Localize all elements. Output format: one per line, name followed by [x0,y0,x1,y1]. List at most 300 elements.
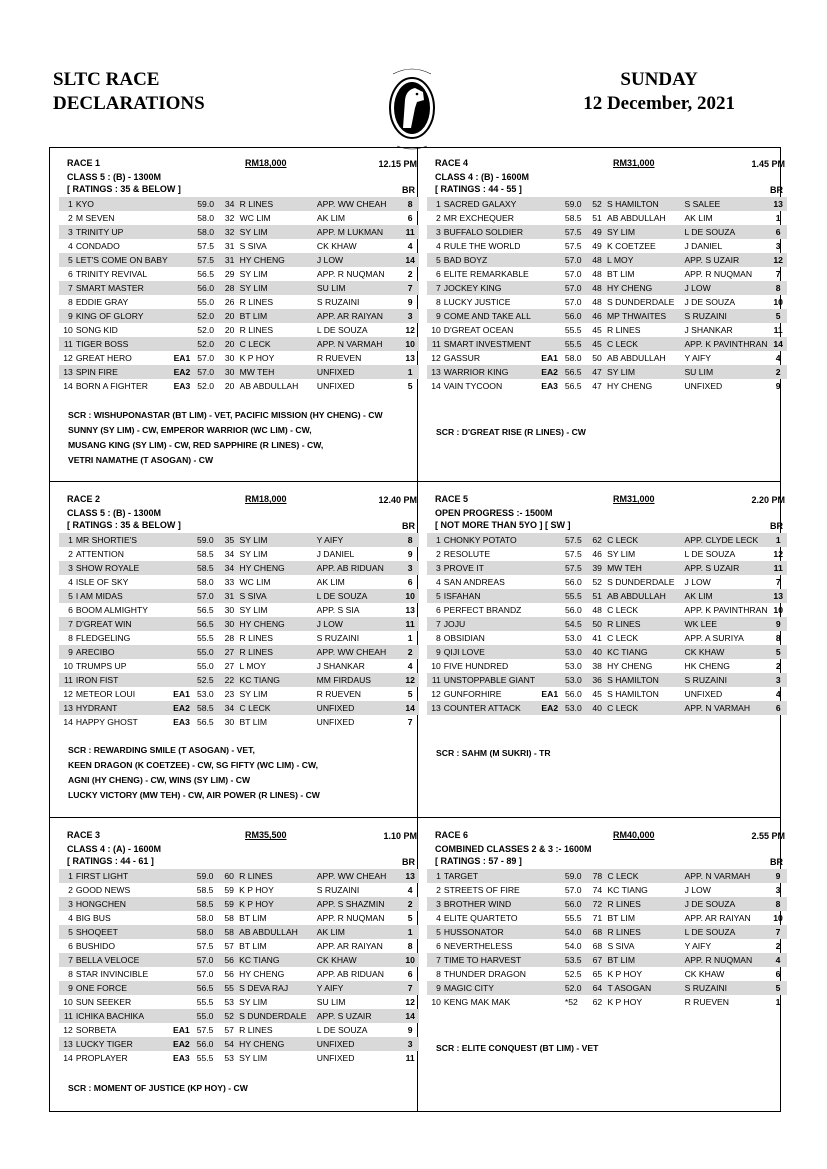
jockey: UNFIXED [684,688,723,699]
trainer: R LINES [607,897,684,911]
emergency-acceptor: EA2 [541,365,565,379]
entry-row [427,939,787,953]
barrier: 8 [775,632,781,643]
barrier: 7 [775,576,781,587]
barrier: 2 [769,365,787,379]
rating: 52 [592,576,602,587]
trainer: SY LIM [607,548,636,559]
barrier: 14 [401,1009,419,1023]
race-panel [430,830,785,1009]
scratching-line: SCR : ELITE CONQUEST (BT LIM) - VET [436,1043,599,1053]
horse-name: IRON FIST [76,673,173,687]
trainer: K P HOY [607,996,643,1007]
jockey: APP. CLYDE LECK [685,533,770,547]
weight: 57.0 [197,365,225,379]
barrier: 7 [401,981,419,995]
rating: 47 [592,380,602,391]
trainer: HY CHENG [607,660,653,671]
emergency-acceptor: EA3 [173,380,191,391]
horse-name: ELITE REMARKABLE [443,268,529,279]
entry-row [59,267,419,281]
horse-name: D'GREAT OCEAN [443,324,514,335]
horse-name: MR EXCHEQUER [443,212,514,223]
trainer: SY LIM [607,365,684,379]
trainer: R LINES [607,324,641,335]
jockey: APP. WW CHEAH [317,645,402,659]
trainer: SY LIM [239,1052,268,1063]
entry-row [59,337,419,351]
jockey: APP. AB RIDUAN [317,561,402,575]
horse-number: 12 [63,352,73,363]
entry-row [59,659,419,673]
horse-name: ISFAHAN [444,589,542,603]
horse-number: 3 [427,225,444,239]
rating: 58 [224,912,234,923]
horse-name: RULE THE WORLD [443,240,521,251]
rating: 62 [592,533,607,547]
horse-number: 11 [59,673,76,687]
weight: 55.5 [564,324,582,335]
entries-table [59,869,419,1065]
entry-row [427,631,787,645]
horse-number: 10 [431,996,441,1007]
trainer: S DUNDERDALE [607,296,675,307]
horse-name: SPIN FIRE [76,365,174,379]
document-title [53,68,205,116]
jockey: S SALEE [684,197,769,211]
jockey: MM FIRDAUS [317,673,402,687]
rating: 78 [593,869,608,883]
entry-row [427,379,787,393]
emergency-acceptor: EA2 [173,1037,197,1051]
entry-row [427,953,787,967]
rating: 49 [592,240,602,251]
horse-number: 1 [59,869,76,883]
trainer: R LINES [239,1024,273,1035]
weight: 56.0 [197,281,225,295]
rating: 41 [592,632,602,643]
barrier: 2 [775,940,781,951]
barrier: 7 [769,925,787,939]
horse-name: JOJU [444,617,542,631]
entry-row [59,631,419,645]
entry-row [427,337,787,351]
barrier: 13 [405,352,415,363]
horse-number: 7 [427,953,444,967]
emergency-acceptor [173,547,197,561]
race-header [430,158,785,172]
horse-name: BORN A FIGHTER [75,380,148,391]
jockey: APP. AR RAIYAN [316,940,383,951]
weight: 57.0 [197,953,225,967]
trainer: K COETZEE [607,240,656,251]
barrier: 5 [769,309,787,323]
trainer: SY LIM [240,225,317,239]
jockey: R RUEVEN [316,352,362,363]
horse-number: 14 [63,716,73,727]
title-line-2: DECLARATIONS [53,93,205,114]
horse-name: ATTENTION [75,548,124,559]
row-divider [50,481,780,482]
trainer: MW TEH [607,561,684,575]
horse-number: 4 [435,240,441,251]
horse-number: 2 [435,548,441,559]
rating: 59 [224,897,239,911]
entry-row [427,925,787,939]
race-header [62,494,417,508]
weight: 56.0 [565,688,582,699]
emergency-acceptor: EA1 [173,688,190,699]
emergency-acceptor [173,981,197,995]
barrier: 7 [775,268,781,279]
race-name: RACE 1 [67,158,101,168]
emergency-acceptor [541,533,565,547]
scratching-line: SCR : MOMENT OF JUSTICE (KP HOY) - CW [68,1083,248,1093]
trainer: AB ABDULLAH [607,589,684,603]
horse-name: CONDADO [75,240,120,251]
weight: 56.5 [197,268,215,279]
emergency-acceptor: EA1 [541,352,558,363]
trainer: HY CHENG [240,253,317,267]
jockey: UNFIXED [316,1052,355,1063]
barrier: 9 [407,548,413,559]
rating: 36 [592,673,607,687]
horse-number: 1 [59,197,76,211]
rating: 68 [592,940,603,951]
entry-row [427,365,787,379]
jockey: APP. S UZAIR [317,1009,401,1023]
emergency-acceptor [541,883,564,897]
horse-number: 4 [68,576,73,587]
weight: 52.0 [565,981,593,995]
jockey: J LOW [317,617,402,631]
weight: 55.0 [197,1009,225,1023]
entries-table [59,533,419,729]
weight: 58.0 [196,576,214,587]
horse-name: HAPPY GHOST [75,716,138,727]
jockey: L DE SOUZA [316,324,368,335]
entry-row [59,617,419,631]
emergency-acceptor [541,953,564,967]
rating: 30 [224,352,235,363]
weight: 58.5 [197,701,225,715]
weight: 55.5 [565,589,592,603]
race-prize: RM35,500 [245,830,287,840]
entry-row [59,253,419,267]
entry-row [427,995,787,1009]
weight: 55.0 [196,660,214,671]
title-line-1: SLTC RACE [53,69,160,90]
race-header [62,158,417,172]
trainer: AB ABDULLAH [607,212,666,223]
horse-number: 6 [68,940,73,951]
race-prize: RM31,000 [613,158,655,168]
horse-name: GASSUR [443,352,481,363]
rating: 31 [224,240,235,251]
weight: 53.0 [565,701,592,715]
entry-row [59,883,419,897]
weight: 58.5 [564,212,582,223]
weight: 53.0 [565,632,582,643]
barrier: 2 [407,268,413,279]
weight: 53.0 [565,645,592,659]
trainer: BT LIM [607,953,684,967]
entry-row [59,715,419,729]
entry-row [59,953,419,967]
scratching-line: MUSANG KING (SY LIM) - CW, RED SAPPHIRE (R LINES) - CW, [68,440,324,450]
trainer: SY LIM [240,533,317,547]
trainer: SY LIM [239,548,268,559]
race-time: 2.55 PM [751,831,785,841]
barrier: 9 [775,380,781,391]
race-prize: RM31,000 [613,494,655,504]
horse-name: SHOQEET [76,925,173,939]
horse-number: 6 [435,604,441,615]
race-time: 1.45 PM [751,159,785,169]
barrier: 8 [769,281,787,295]
emergency-acceptor [541,225,565,239]
entry-row [427,659,787,673]
emergency-acceptor [541,673,565,687]
entry-row [59,897,419,911]
trainer: MP THWAITES [607,309,684,323]
rating: 57 [224,940,234,951]
entry-row [59,967,419,981]
jockey: APP. R NUQMAN [685,953,770,967]
weight: 57.0 [196,968,214,979]
trainer: K P HOY [239,352,275,363]
horse-number: 8 [68,632,73,643]
weight: 52.0 [197,337,225,351]
horse-name: STREETS OF FIRE [443,884,520,895]
rating: 51 [592,212,602,223]
weight: 58.5 [197,561,225,575]
rating: 20 [224,324,235,335]
jockey: S RUZAINI [685,981,770,995]
jockey: CK KHAW [685,645,770,659]
trainer: S SIVA [239,240,267,251]
rating: 33 [224,576,235,587]
horse-number: 9 [427,309,444,323]
weight: 57.5 [565,548,582,559]
trainer: WC LIM [239,212,271,223]
rating: 46 [592,309,607,323]
jockey: AK LIM [317,925,401,939]
jockey: UNFIXED [316,716,355,727]
horse-name: TIME TO HARVEST [444,953,542,967]
entry-row [59,295,419,309]
horse-number: 4 [68,912,73,923]
barrier-header: BR [402,521,415,531]
entry-row [59,1009,419,1023]
entry-row [59,1037,419,1051]
barrier: 2 [401,897,419,911]
horse-number: 2 [68,884,73,895]
jockey: J DANIEL [684,240,723,251]
emergency-acceptor [174,323,198,337]
horse-number: 9 [59,981,76,995]
horse-name: BUSHIDO [75,940,115,951]
weight: 55.5 [196,996,214,1007]
rating: 48 [592,268,602,279]
rating: 56 [224,968,234,979]
weight: 52.5 [197,673,225,687]
barrier: 7 [407,716,413,727]
rating: 23 [224,688,235,699]
race-name: RACE 2 [67,494,101,504]
entry-row [427,897,787,911]
scratching-line: LUCKY VICTORY (MW TEH) - CW, AIR POWER (R LINES) - CW [68,790,320,800]
horse-number: 9 [427,981,444,995]
barrier: 1 [401,925,419,939]
entry-row [59,309,419,323]
horse-number: 3 [59,225,76,239]
emergency-acceptor [173,589,197,603]
rating: 51 [592,589,607,603]
emergency-acceptor [541,967,564,981]
jockey: J DANIEL [316,548,355,559]
trainer: HY CHENG [239,1037,317,1051]
barrier: 9 [769,869,787,883]
entry-row [427,281,787,295]
emergency-acceptor [174,295,198,309]
jockey: AK LIM [316,212,346,223]
trainer: HY CHENG [240,617,317,631]
horse-number: 10 [63,996,73,1007]
weight: 56.0 [565,309,592,323]
barrier: 10 [401,589,419,603]
weight: 54.0 [565,925,593,939]
weight: 55.0 [197,645,225,659]
trainer: S SIVA [240,589,317,603]
barrier: 1 [775,996,781,1007]
emergency-acceptor [541,995,564,1009]
weight: 57.0 [564,884,582,895]
horse-name: ISLE OF SKY [75,576,129,587]
barrier: 4 [407,884,413,895]
emergency-acceptor [541,239,565,253]
barrier: 6 [775,968,781,979]
scratching-line: AGNI (HY CHENG) - CW, WINS (SY LIM) - CW [68,775,251,785]
rating: 67 [593,953,608,967]
weight: 55.5 [196,1052,214,1063]
jockey: S RUZAINI [684,309,769,323]
entry-row [59,239,419,253]
rating: 53 [224,996,234,1007]
emergency-acceptor [174,197,198,211]
horse-name: I AM MIDAS [76,589,173,603]
horse-number: 14 [63,380,73,391]
barrier: 5 [407,380,413,391]
emergency-acceptor [173,869,197,883]
race-prize: RM18,000 [245,158,287,168]
emergency-acceptor [173,617,197,631]
entry-row [59,281,419,295]
barrier: 1 [407,632,413,643]
rating-text: [ RATINGS : 57 - 89 ] [435,856,522,866]
horse-number: 7 [427,617,444,631]
horse-name: M SEVEN [75,212,115,223]
horse-number: 6 [68,604,73,615]
weight: 58.5 [196,884,214,895]
jockey: SU LIM [316,996,346,1007]
jockey: L DE SOUZA [685,925,770,939]
weight: 58.5 [196,548,214,559]
entry-row [59,547,419,561]
emergency-acceptor [541,589,565,603]
rating: 30 [225,365,240,379]
emergency-acceptor: EA1 [172,1024,190,1035]
horse-number: 7 [59,281,76,295]
jockey: Y AIFY [317,981,401,995]
emergency-acceptor [541,337,565,351]
jockey: SU LIM [684,365,769,379]
entry-row [59,379,419,393]
horse-number: 9 [427,645,444,659]
race-name: RACE 3 [67,830,101,840]
rating: 47 [592,365,607,379]
entry-row [427,561,787,575]
weight: *52 [564,996,578,1007]
jockey: APP. R NUQMAN [316,912,385,923]
horse-name: GUNFORHIRE [443,688,502,699]
rating: 58 [224,925,239,939]
race-class: CLASS 4 : (A) - 1600M [67,844,162,854]
horse-name: BELLA VELOCE [76,953,173,967]
horse-number: 6 [436,940,441,951]
race-class: CLASS 5 : (B) - 1300M [67,172,162,182]
race-panel [62,830,417,1065]
trainer: KC TIANG [607,645,684,659]
rating: 54 [224,1037,239,1051]
horse-name: PERFECT BRANDZ [443,604,522,615]
jockey: L DE SOUZA [317,589,402,603]
barrier-header: BR [770,185,783,195]
entries-table [427,533,787,715]
trainer: R LINES [239,324,274,335]
jockey: L DE SOUZA [684,225,769,239]
trainer: SY LIM [239,268,268,279]
trainer: SY LIM [239,996,268,1007]
horse-name: SMART INVESTMENT [444,337,541,351]
race-panel [430,158,785,393]
horse-number: 2 [436,884,441,895]
entry-row [427,967,787,981]
jockey: APP. AB RIDUAN [316,968,384,979]
horse-name: MR SHORTIE'S [76,533,173,547]
horse-name: BIG BUS [75,912,111,923]
rating: 45 [592,324,602,335]
entry-row [427,309,787,323]
barrier: 3 [401,1037,419,1051]
horse-name: TRINITY UP [76,225,174,239]
barrier: 1 [769,533,787,547]
entry-row [59,911,419,925]
horse-number: 11 [427,673,444,687]
horse-name: LUCKY JUSTICE [443,296,511,307]
horse-number: 10 [431,324,441,335]
horse-name: BOOM ALMIGHTY [75,604,148,615]
weight: 57.0 [564,296,582,307]
barrier: 11 [769,561,787,575]
emergency-acceptor [173,673,197,687]
rating: 68 [593,925,608,939]
jockey: UNFIXED [316,380,355,391]
weight: 52.5 [564,968,582,979]
scratchings [68,1081,408,1096]
barrier-header: BR [770,857,783,867]
scratching-line: SCR : SAHM (M SUKRI) - TR [436,748,551,758]
